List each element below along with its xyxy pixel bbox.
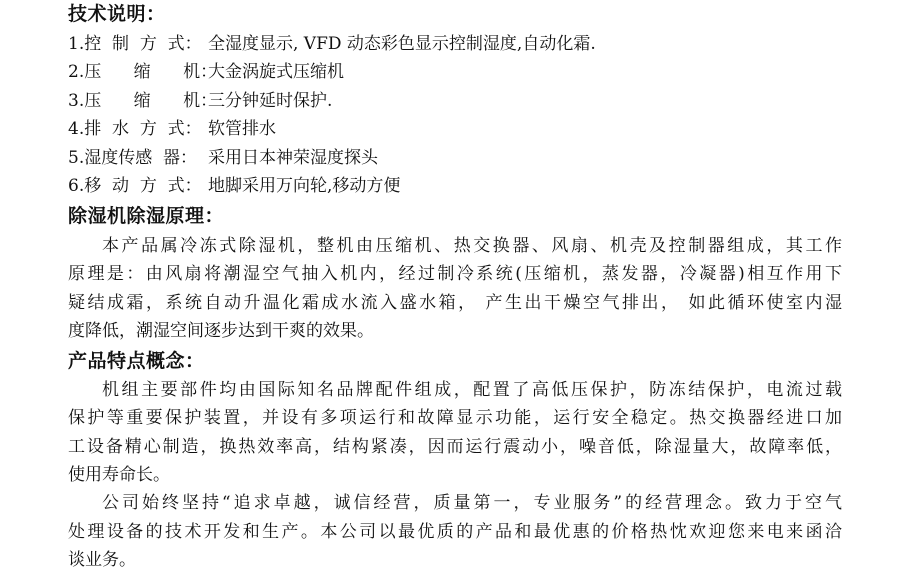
spec-row-control-mode [68,32,596,56]
spec-row-mobility [68,174,400,198]
principle-line: 度降低，潮湿空间逐步达到干爽的效果。 [68,321,374,341]
principle-line: 原理是：由风扇将潮湿空气抽入机内，经过制冷系统(压缩机，蒸发器，冷凝器)相互作用下 [68,264,842,284]
spec-label: 2.压 缩 机： [68,62,218,82]
tech-spec-heading: 技术说明： [68,3,166,25]
spec-value: 地脚采用万向轮,移动方便 [208,176,401,196]
spec-value: 大金涡旋式压缩机 [208,62,344,82]
spec-value: 三分钟延时保护. [208,91,333,111]
company-line: 公司始终坚持“追求卓越，诚信经营，质量第一，专业服务”的经营理念。致力于空气 [102,493,842,513]
spec-value: 软管排水 [208,119,276,139]
spec-label: 1.控 制 方 式： [68,34,202,54]
principle-heading: 除湿机除湿原理： [68,205,225,227]
features-line: 保护等重要保护装置，并设有多项运行和故障显示功能，运行安全稳定。热交换器经进口加 [68,408,842,428]
spec-value: 采用日本神荣湿度探头 [208,148,378,168]
features-line: 机组主要部件均由国际知名品牌配件组成，配置了高低压保护，防冻结保护，电流过载 [102,380,842,400]
spec-value: 全湿度显示, VFD 动态彩色显示控制湿度,自动化霜. [208,34,596,54]
company-line: 处理设备的技术开发和生产。本公司以最优质的产品和最优惠的价格热忱欢迎您来电来函洽 [68,522,842,542]
spec-label: 4.排 水 方 式： [68,119,202,139]
spec-row-drainage [68,117,276,141]
principle-line: 疑结成霜，系统自动升温化霜成水流入盛水箱， 产生出干燥空气排出， 如此循环使室内湿 [68,293,842,313]
features-line: 使用寿命长。 [68,465,170,485]
spec-row-compressor [68,60,344,84]
principle-line: 本产品属冷冻式除湿机，整机由压缩机、热交换器、风扇、机壳及控制器组成，其工作 [102,236,842,256]
spec-label: 6.移 动 方 式： [68,176,202,196]
features-line: 工设备精心制造，换热效率高，结构紧凑，因而运行震动小，噪音低，除湿量大，故障率低， [68,437,842,457]
spec-label: 5.湿度传感 器： [68,148,198,168]
company-line: 谈业务。 [68,550,136,570]
spec-row-compressor-protection [68,89,332,113]
features-heading: 产品特点概念： [68,350,205,372]
spec-row-humidity-sensor [68,146,378,170]
spec-label: 3.压 缩 机： [68,91,218,111]
